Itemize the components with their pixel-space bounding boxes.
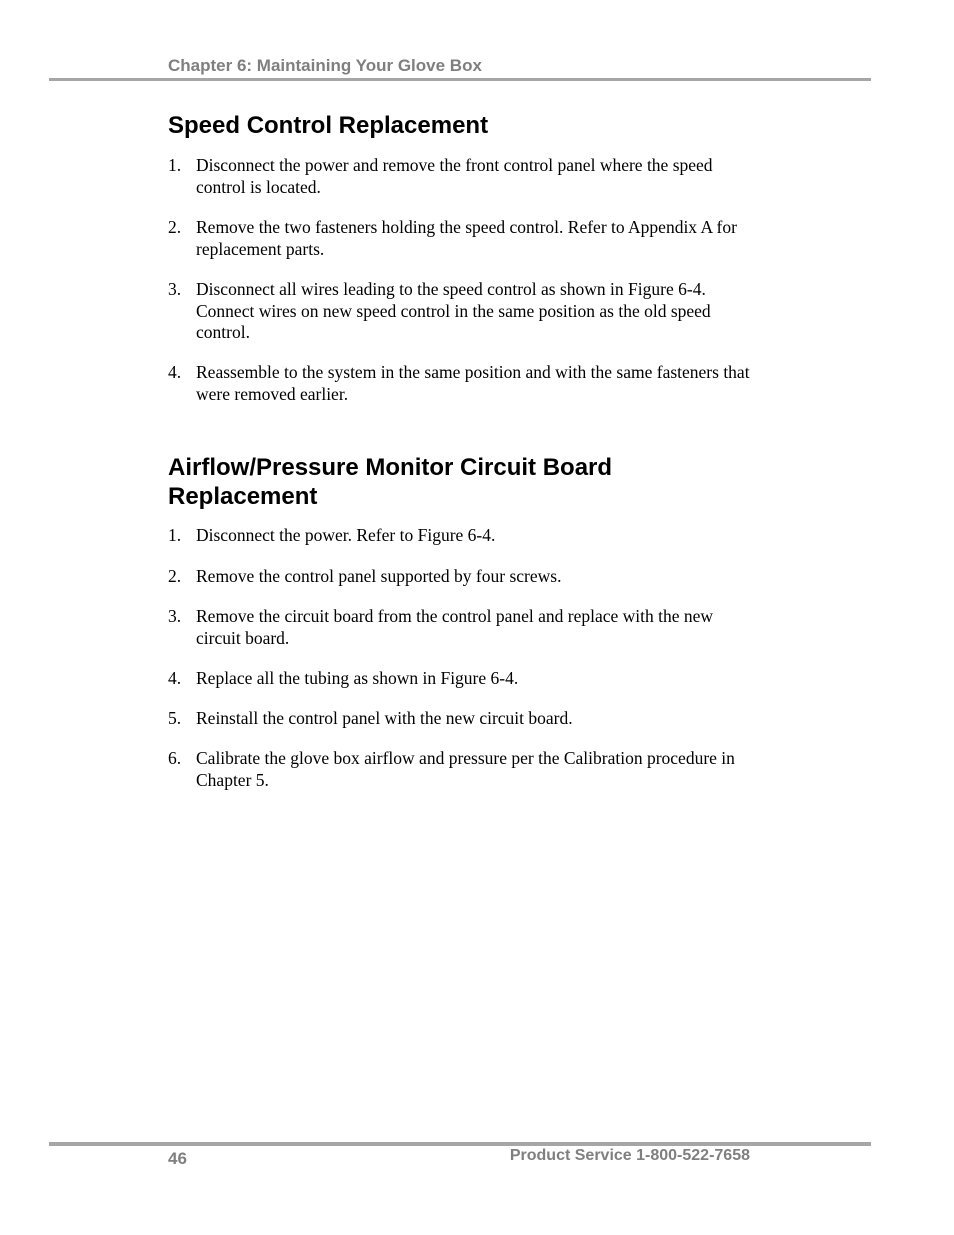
step-number: 4. — [168, 362, 182, 382]
step-text: Disconnect the power and remove the front control panel where the speed control is located. — [196, 155, 713, 197]
list-item — [168, 362, 758, 402]
step-text: Remove the two fasteners holding the speed control. Refer to Appendix A for replacement parts. — [196, 217, 737, 259]
step-number: 2. — [168, 217, 182, 237]
step-number: 6. — [168, 748, 182, 768]
list-item — [168, 708, 758, 728]
list-item — [168, 606, 758, 647]
step-number: 5. — [168, 708, 182, 728]
step-number: 3. — [168, 606, 182, 626]
list-item — [168, 217, 758, 257]
section-title-circuit-board: Airflow/Pressure Monitor Circuit Board Replacement — [168, 454, 613, 510]
list-item — [168, 279, 758, 340]
section-title-speed-control: Speed Control Replacement — [168, 112, 489, 139]
step-number: 2. — [168, 566, 182, 586]
step-text: Remove the control panel supported by four screws. — [196, 566, 562, 586]
step-text: Replace all the tubing as shown in Figure 6-4. — [196, 668, 519, 688]
list-item — [168, 668, 758, 688]
step-number: 3. — [168, 279, 182, 299]
footer-rule — [49, 1142, 871, 1146]
header-rule — [49, 78, 871, 81]
step-text: Reassemble to the system in the same position and with the same fasteners that were removed earlier. — [196, 362, 750, 404]
list-item — [168, 155, 758, 195]
page-number: 46 — [168, 1149, 187, 1168]
step-text: Remove the circuit board from the control panel and replace with the new circuit board. — [196, 606, 714, 648]
step-text: Calibrate the glove box airflow and pressure per the Calibration procedure in Chapter 5. — [196, 748, 735, 790]
step-text: Disconnect all wires leading to the speed control as shown in Figure 6-4. Connect wires on new speed control in the same position as the old speed control. — [196, 279, 711, 342]
speed-control-steps — [168, 155, 758, 402]
running-header: Chapter 6: Maintaining Your Glove Box — [168, 56, 482, 75]
list-item — [168, 566, 758, 586]
step-number: 4. — [168, 668, 182, 688]
step-number: 1. — [168, 155, 182, 175]
step-text: Disconnect the power. Refer to Figure 6-4. — [196, 525, 496, 545]
footer-service-phone: Product Service 1-800-522-7658 — [509, 1147, 750, 1164]
circuit-board-steps — [168, 525, 758, 789]
list-item — [168, 748, 758, 789]
step-number: 1. — [168, 525, 182, 545]
list-item — [168, 525, 758, 545]
step-text: Reinstall the control panel with the new circuit board. — [196, 708, 573, 728]
